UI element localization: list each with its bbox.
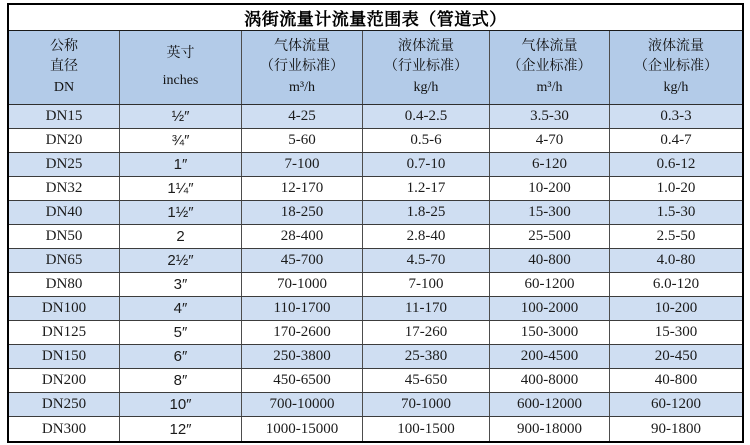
- cell-gas-flow-industry: 250-3800: [242, 345, 363, 368]
- cell-dn: DN32: [9, 177, 120, 200]
- cell-inches: 6″: [120, 345, 242, 368]
- table-row: [9, 297, 742, 321]
- cell-dn: DN50: [9, 225, 120, 248]
- cell-liquid-flow-industry: 0.5-6: [363, 129, 490, 152]
- header-line: （行业标准）: [260, 59, 344, 75]
- cell-inches: 10″: [120, 393, 242, 416]
- cell-gas-flow-industry: 5-60: [242, 129, 363, 152]
- cell-gas-flow-industry: 18-250: [242, 201, 363, 224]
- cell-inches: 1″: [120, 153, 242, 176]
- table-row: [9, 273, 742, 297]
- table-row: [9, 249, 742, 273]
- cell-liquid-flow-industry: 2.8-40: [363, 225, 490, 248]
- cell-gas-flow-industry: 450-6500: [242, 369, 363, 392]
- header-gas-flow-enterprise: [490, 31, 610, 104]
- header-line: DN: [53, 79, 75, 95]
- cell-gas-flow-industry: 45-700: [242, 249, 363, 272]
- header-gas-flow-industry: [242, 31, 363, 104]
- cell-inches: 1½″: [120, 201, 242, 224]
- table-row: [9, 153, 742, 177]
- cell-liquid-flow-enterprise: 40-800: [654, 372, 698, 388]
- cell-dn: DN200: [9, 369, 120, 392]
- cell-gas-flow-enterprise: 60-1200: [490, 273, 610, 296]
- cell-gas-flow-industry: 7-100: [242, 153, 363, 176]
- cell-gas-flow-enterprise: 900-18000: [490, 417, 610, 441]
- cell-dn: DN100: [9, 297, 120, 320]
- table-row: [9, 129, 742, 153]
- cell-dn: DN150: [9, 345, 120, 368]
- cell-gas-flow-enterprise: 25-500: [490, 225, 610, 248]
- cell-dn: DN125: [9, 321, 120, 344]
- cell-gas-flow-industry: 110-1700: [242, 297, 363, 320]
- table-row: [9, 417, 742, 441]
- cell-liquid-flow-enterprise: 0.6-12: [656, 156, 696, 172]
- cell-inches: 5″: [120, 321, 242, 344]
- cell-liquid-flow-industry: 25-380: [363, 345, 490, 368]
- cell-gas-flow-enterprise: 15-300: [490, 201, 610, 224]
- table-row: [9, 393, 742, 417]
- flow-range-table: [7, 3, 744, 443]
- header-line: （行业标准）: [384, 59, 468, 75]
- cell-liquid-flow-industry: 0.7-10: [363, 153, 490, 176]
- table-row: [9, 369, 742, 393]
- table-row: [9, 321, 742, 345]
- header-line: （企业标准）: [634, 59, 718, 75]
- header-line: m³/h: [536, 79, 563, 95]
- cell-liquid-flow-enterprise: 0.4-7: [660, 132, 692, 148]
- cell-liquid-flow-enterprise: 6.0-120: [652, 276, 700, 292]
- cell-liquid-flow-enterprise: 0.3-3: [660, 108, 692, 124]
- table-title: 涡街流量计流量范围表（管道式）: [9, 5, 742, 31]
- cell-liquid-flow-industry: 1.2-17: [363, 177, 490, 200]
- cell-inches: 2½″: [120, 249, 242, 272]
- cell-inches: 8″: [120, 369, 242, 392]
- cell-inches: 2: [120, 225, 242, 248]
- cell-dn: DN80: [9, 273, 120, 296]
- header-line: 液体流量: [398, 39, 454, 55]
- table-row: [9, 345, 742, 369]
- header-nominal-diameter: [9, 31, 120, 104]
- cell-dn: DN300: [9, 417, 120, 441]
- header-line: 液体流量: [648, 39, 704, 55]
- cell-liquid-flow-enterprise: 10-200: [654, 300, 698, 316]
- cell-dn: DN40: [9, 201, 120, 224]
- cell-liquid-flow-enterprise: 2.5-50: [656, 228, 696, 244]
- header-line: kg/h: [413, 79, 439, 95]
- cell-inches: 1¼″: [120, 177, 242, 200]
- cell-gas-flow-industry: 1000-15000: [242, 417, 363, 441]
- cell-liquid-flow-enterprise: 15-300: [654, 324, 698, 340]
- cell-gas-flow-enterprise: 200-4500: [490, 345, 610, 368]
- cell-gas-flow-industry: 4-25: [242, 105, 363, 128]
- cell-dn: DN250: [9, 393, 120, 416]
- cell-gas-flow-enterprise: 10-200: [490, 177, 610, 200]
- cell-gas-flow-enterprise: 150-3000: [490, 321, 610, 344]
- cell-dn: DN20: [9, 129, 120, 152]
- cell-inches: ¾″: [120, 129, 242, 152]
- cell-liquid-flow-industry: 7-100: [363, 273, 490, 296]
- cell-inches: 3″: [120, 273, 242, 296]
- cell-liquid-flow-industry: 0.4-2.5: [363, 105, 490, 128]
- table-row: [9, 105, 742, 129]
- cell-gas-flow-industry: 700-10000: [242, 393, 363, 416]
- header-line: 英寸: [166, 45, 195, 61]
- cell-dn: DN65: [9, 249, 120, 272]
- cell-liquid-flow-enterprise: 60-1200: [651, 396, 701, 412]
- table-body: [9, 105, 742, 441]
- cell-liquid-flow-enterprise: 90-1800: [651, 420, 701, 437]
- table-row: [9, 225, 742, 249]
- table-row: [9, 177, 742, 201]
- table-row: [9, 201, 742, 225]
- cell-inches: ½″: [120, 105, 242, 128]
- cell-gas-flow-industry: 12-170: [242, 177, 363, 200]
- cell-inches: 4″: [120, 297, 242, 320]
- cell-gas-flow-industry: 28-400: [242, 225, 363, 248]
- header-inches: [120, 31, 242, 104]
- cell-liquid-flow-enterprise: 4.0-80: [656, 252, 696, 268]
- cell-gas-flow-enterprise: 400-8000: [490, 369, 610, 392]
- cell-inches: 12″: [120, 417, 242, 441]
- cell-liquid-flow-enterprise: 20-450: [654, 348, 698, 364]
- header-liquid-flow-industry: [363, 31, 490, 104]
- header-line: inches: [162, 72, 199, 88]
- cell-gas-flow-industry: 70-1000: [242, 273, 363, 296]
- header-line: 气体流量: [274, 39, 330, 55]
- header-line: 直径: [50, 59, 78, 75]
- cell-dn: DN15: [9, 105, 120, 128]
- cell-liquid-flow-enterprise: 1.5-30: [656, 204, 696, 220]
- cell-liquid-flow-industry: 17-260: [363, 321, 490, 344]
- cell-dn: DN25: [9, 153, 120, 176]
- header-liquid-flow-enterprise: [610, 31, 742, 104]
- cell-gas-flow-enterprise: 100-2000: [490, 297, 610, 320]
- header-line: kg/h: [663, 79, 689, 95]
- cell-gas-flow-enterprise: 4-70: [490, 129, 610, 152]
- cell-gas-flow-enterprise: 600-12000: [490, 393, 610, 416]
- cell-gas-flow-enterprise: 40-800: [490, 249, 610, 272]
- header-line: m³/h: [289, 79, 315, 95]
- cell-gas-flow-industry: 170-2600: [242, 321, 363, 344]
- header-line: 气体流量: [521, 39, 578, 55]
- cell-liquid-flow-industry: 11-170: [363, 297, 490, 320]
- cell-gas-flow-enterprise: 3.5-30: [490, 105, 610, 128]
- header-line: 公称: [50, 39, 78, 55]
- cell-liquid-flow-industry: 4.5-70: [363, 249, 490, 272]
- cell-liquid-flow-industry: 70-1000: [363, 393, 490, 416]
- table-header-row: [9, 31, 742, 105]
- cell-liquid-flow-industry: 1.8-25: [363, 201, 490, 224]
- cell-liquid-flow-industry: 100-1500: [363, 417, 490, 441]
- header-line: （企业标准）: [507, 59, 592, 75]
- cell-gas-flow-enterprise: 6-120: [490, 153, 610, 176]
- cell-liquid-flow-industry: 45-650: [363, 369, 490, 392]
- cell-liquid-flow-enterprise: 1.0-20: [656, 180, 696, 196]
